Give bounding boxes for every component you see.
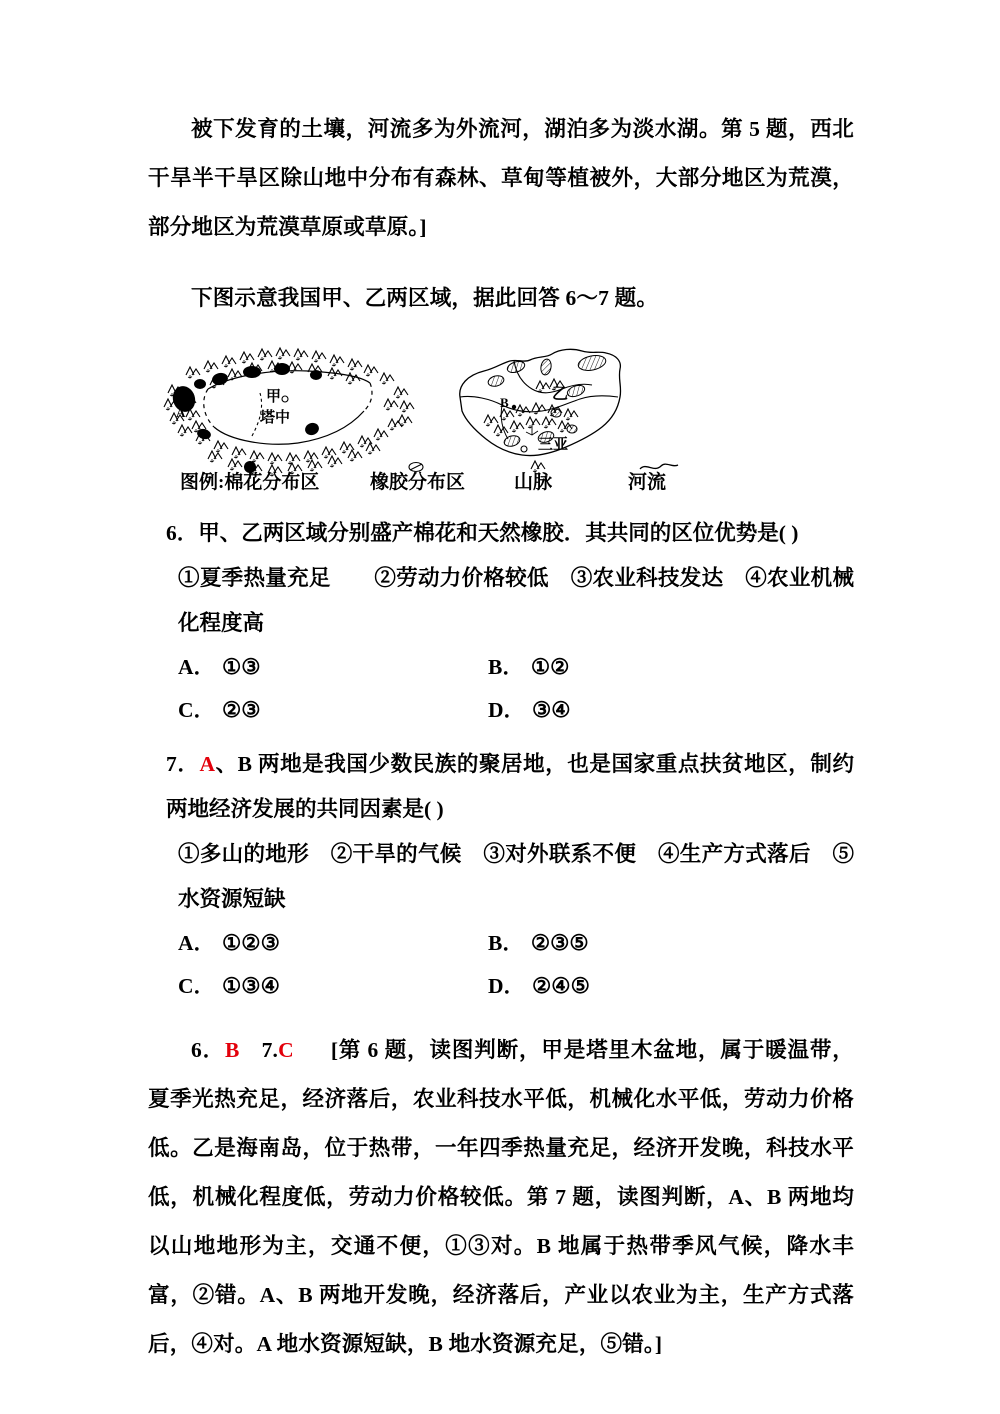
option-key: C． [178, 974, 216, 998]
right-map-region-label: 乙 [552, 386, 569, 403]
option-text: ①②③ [222, 931, 280, 955]
option-text: ③④ [532, 698, 571, 722]
top-explanation-paragraph: 被下发育的土壤，河流多为外流河，湖泊多为淡水湖。第 5 题，西北干旱半干旱区除山地中分布有森林、草甸等植被外，大部分地区为荒漠，部分地区为荒漠草原或草原。] [148, 117, 854, 239]
question-7 [148, 742, 854, 1008]
question-7-number: 7 [166, 752, 177, 776]
left-map-point-a-label: A [176, 405, 186, 420]
question-6-stem-text: ．甲、乙两区域分别盛产棉花和天然橡胶．其共同的区位优势是( ) [176, 521, 799, 545]
question-7-option-c[interactable] [178, 965, 488, 1008]
question-7-options-row-1 [148, 922, 854, 965]
legend-label-rubber: 橡胶分布区 [370, 472, 466, 493]
option-text: ②④⑤ [532, 974, 590, 998]
question-7-option-d[interactable] [488, 965, 788, 1008]
question-7-stem-rest: 、B 两地是我国少数民族的聚居地，也是国家重点扶贫地区，制约两地经济发展的共同因素是( ) [166, 752, 854, 821]
question-7-option-b[interactable] [488, 922, 788, 965]
left-map-place-label: 塔中 [260, 410, 291, 426]
question-7-stem [148, 742, 854, 832]
answer-explanation-text: [第 6 题，读图判断，甲是塔里木盆地，属于暖温带，夏季光热充足，经济落后，农业科技水平低，机械化水平低，劳动力价格低。乙是海南岛，位于热带，一年四季热量充足，经济开发晚，科技水平低，机械化程度低，劳动力价格较低。第 7 题，读图判断，A、B 两地均以山地地形为主，交通不便，①③对。B 地属于热带季风气候，降水丰富，②错。A、B 两地开发晚，经济落后，产业以农业为主，生产方式落后，④对。A 地水资源短缺，B 地水资源充足，⑤错。] [148, 1038, 855, 1356]
page-content [148, 0, 854, 1369]
answer-6-value: B [225, 1038, 240, 1062]
question-7-option-a[interactable] [178, 922, 488, 965]
question-6-options-row-1 [148, 646, 854, 689]
option-text: ①③ [222, 655, 261, 679]
question-6-option-b[interactable] [488, 646, 788, 689]
option-text: ②③⑤ [530, 931, 589, 955]
question-6-stem [148, 511, 854, 556]
option-key: D． [488, 698, 526, 722]
option-key: B． [488, 655, 524, 679]
question-6-option-d[interactable] [488, 689, 788, 732]
question-6-items: ①夏季热量充足 ②劳动力价格较低 ③农业科技发达 ④农业机械化程度高 [178, 566, 854, 635]
question-6-number: 6 [166, 521, 177, 545]
right-map-point-b-label: B [500, 395, 509, 410]
option-key: A． [178, 931, 216, 955]
right-map-hainan-island [460, 349, 621, 455]
question-6 [148, 511, 854, 732]
right-map-city-label: 三亚 [538, 437, 569, 453]
option-key: D． [488, 974, 526, 998]
left-map-region-label: 甲 [266, 389, 282, 405]
legend-label-river: 河流 [628, 472, 667, 493]
option-text: ②③ [222, 698, 261, 722]
question-7-options-row-2 [148, 965, 854, 1008]
left-map-tarim-basin [164, 348, 414, 476]
question-6-option-a[interactable] [178, 646, 488, 689]
figure-lead-sentence: 下图示意我国甲、乙两区域，据此回答 6～7 题。 [191, 286, 659, 310]
answer-7-number: 7. [261, 1038, 279, 1062]
question-6-options-row-2 [148, 689, 854, 732]
option-text: ①② [530, 655, 570, 679]
question-7-highlight-a: A [199, 752, 215, 776]
region-maps-figure [148, 337, 854, 495]
legend-label-cotton: 图例:棉花分布区 [180, 472, 320, 493]
option-text: ①③④ [222, 974, 280, 998]
question-7-stem-prefix: ． [176, 752, 200, 776]
answer-7-value: C [278, 1038, 294, 1062]
option-key: C． [178, 698, 216, 722]
answer-6-number: 6． [191, 1038, 226, 1062]
question-6-option-c[interactable] [178, 689, 488, 732]
answer-explanation-block [148, 1026, 854, 1369]
option-key: A． [178, 655, 216, 679]
question-7-items: ①多山的地形 ②干旱的气候 ③对外联系不便 ④生产方式落后 ⑤水资源短缺 [178, 842, 854, 911]
option-key: B． [488, 931, 524, 955]
legend-label-mountain: 山脉 [514, 472, 553, 493]
